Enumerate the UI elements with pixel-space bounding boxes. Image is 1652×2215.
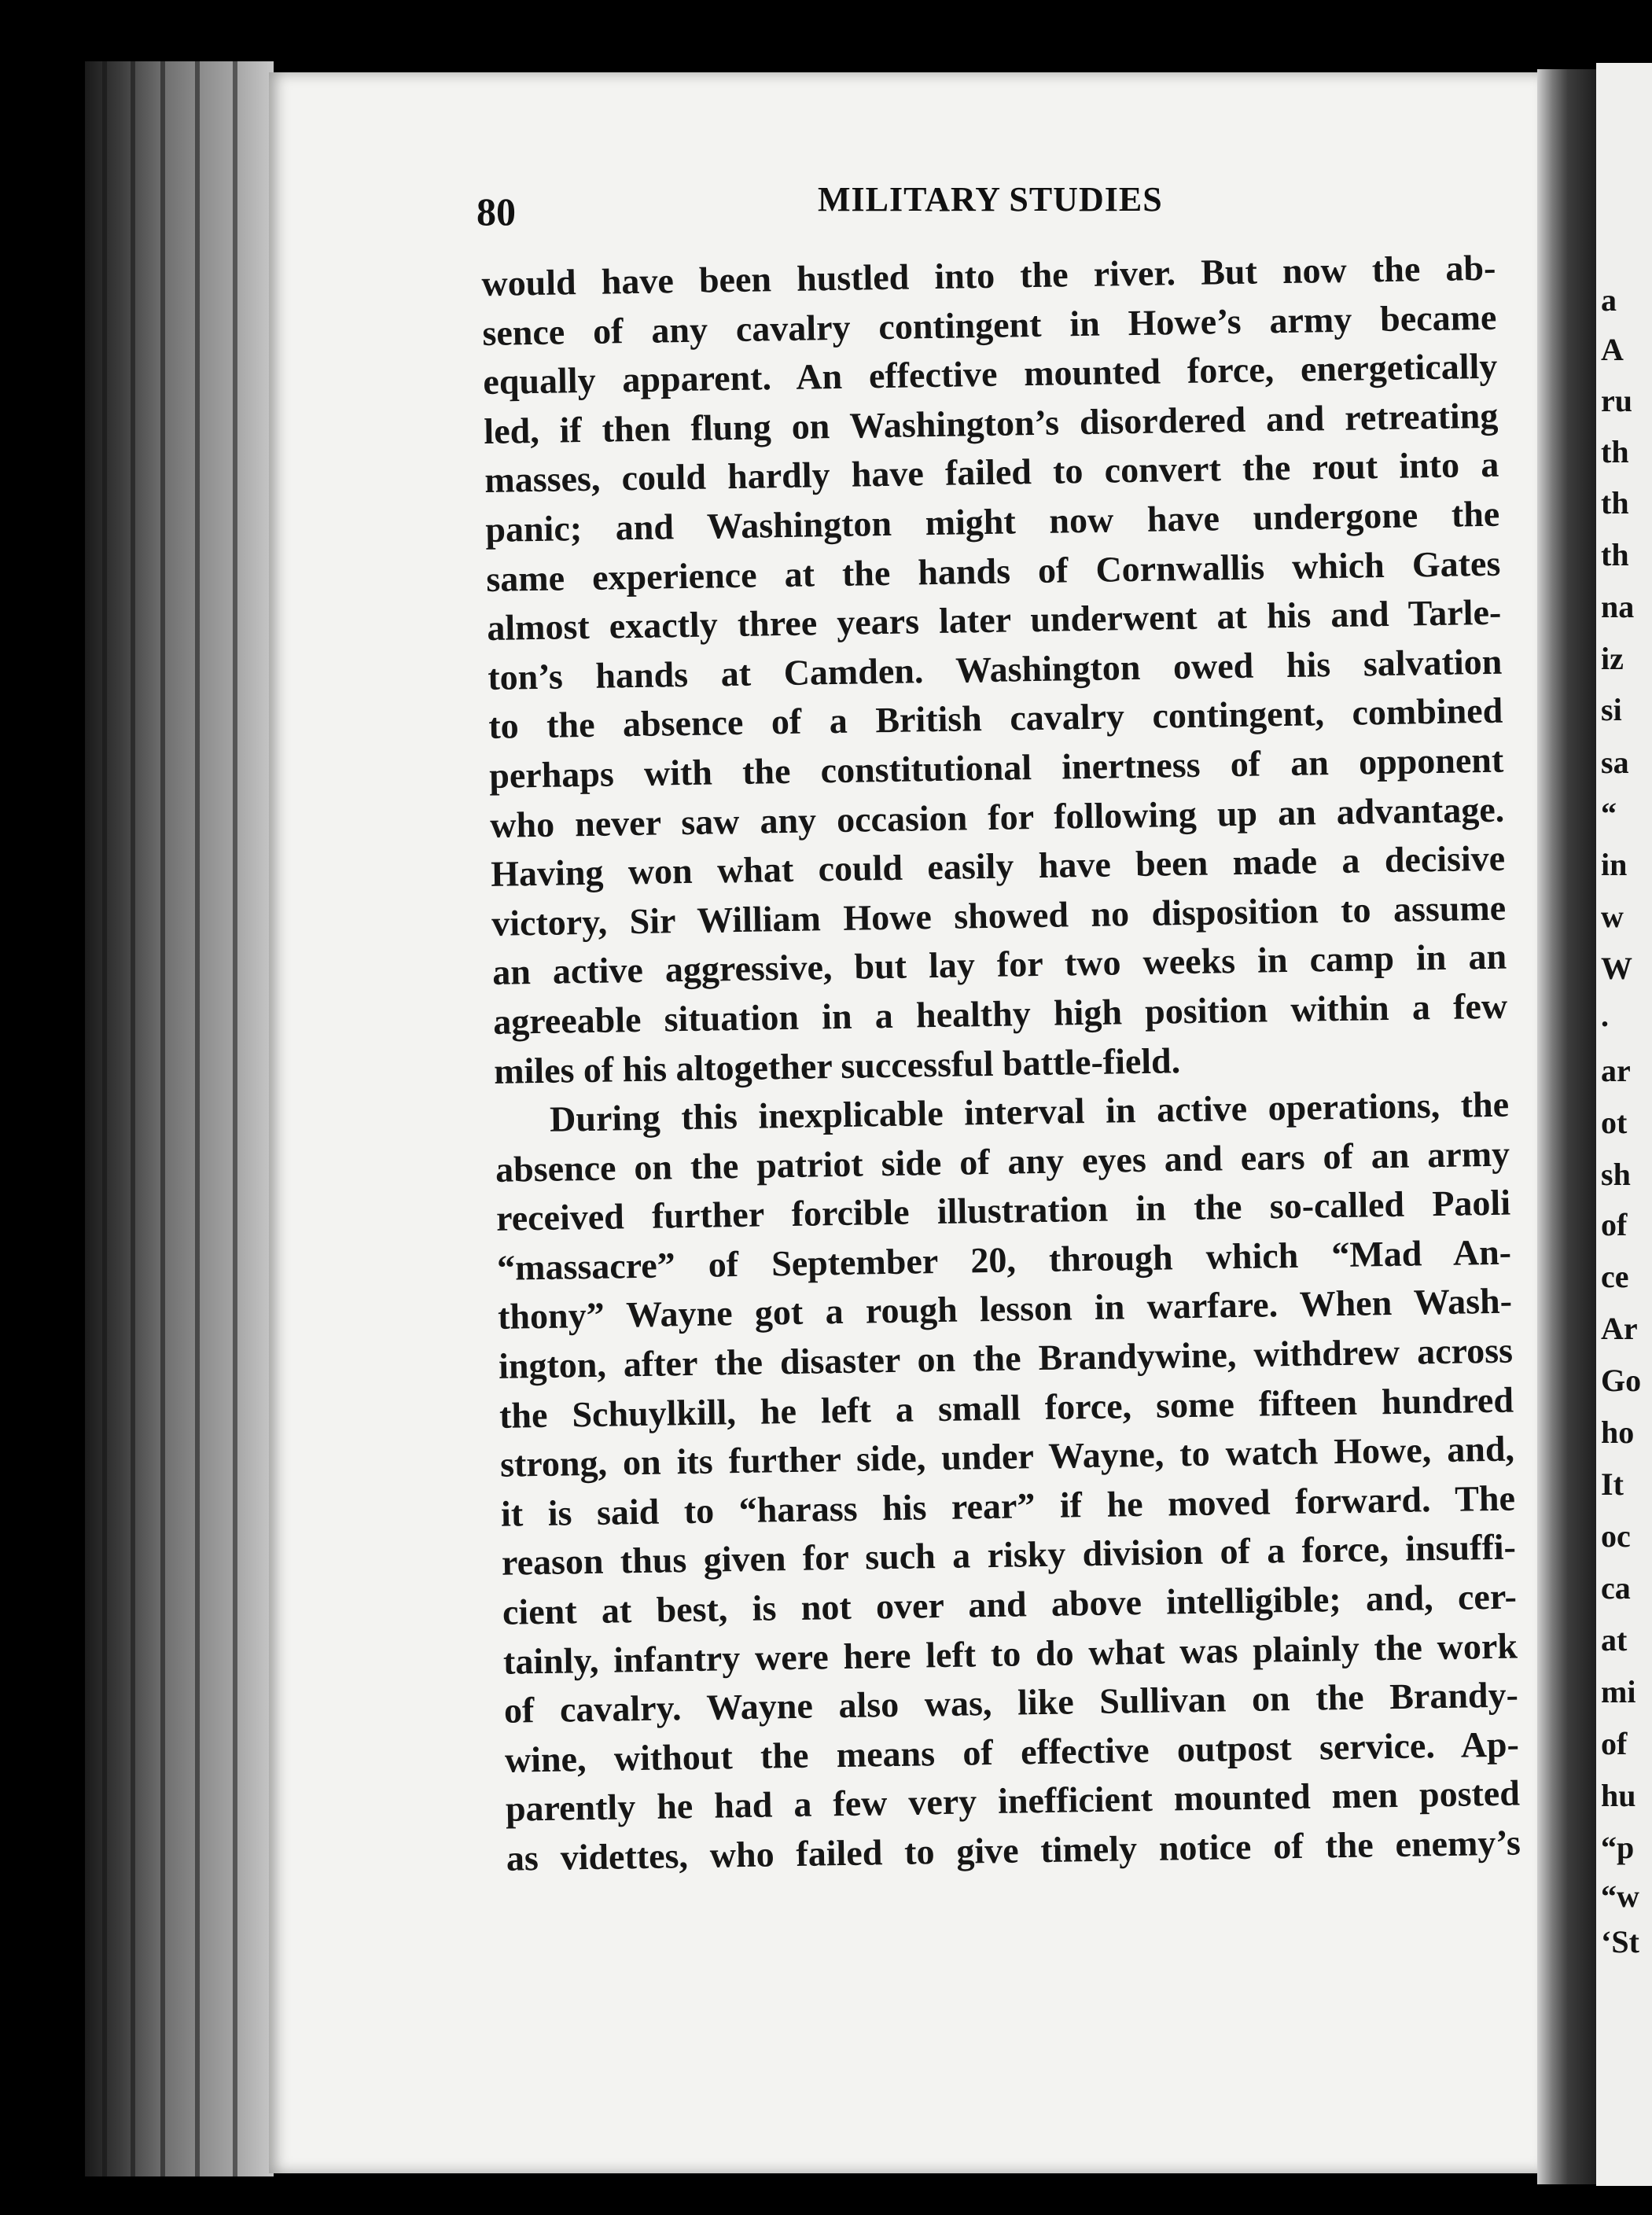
text-line: victory, Sir William Howe showed no disposition to assume <box>491 887 1507 944</box>
text-line: “massacre” of September 20, through which “Mad An- <box>496 1231 1512 1288</box>
facing-page-text: It <box>1601 1466 1624 1502</box>
facing-page-text: “ <box>1601 796 1617 831</box>
facing-page-text: ot <box>1601 1105 1628 1140</box>
text-line: received further forcible illustration in the so-called Paoli <box>495 1182 1511 1239</box>
facing-page-text: of <box>1601 1726 1628 1761</box>
text-line: agreeable situation in a healthy high position within a few <box>492 985 1508 1042</box>
facing-page-text: Go <box>1601 1363 1642 1398</box>
text-line: the Schuylkill, he left a small force, some fifteen hundred <box>499 1379 1514 1436</box>
text-line: ington, after the disaster on the Brandywine, withdrew across <box>498 1330 1514 1386</box>
facing-page-text: in <box>1601 847 1628 882</box>
facing-page-text: th <box>1601 485 1629 521</box>
text-line: ton’s hands at Camden. Washington owed his salvation <box>487 641 1503 697</box>
facing-page-text: ru <box>1601 383 1632 418</box>
running-head: MILITARY STUDIES <box>818 180 1163 219</box>
facing-page-text: ar <box>1601 1053 1631 1088</box>
text-line: Having won what could easily have been made a decisive <box>490 837 1506 895</box>
facing-page-text: ca <box>1601 1570 1631 1606</box>
text-line: as videttes, who failed to give timely notice of the enemy’s <box>506 1822 1521 1878</box>
facing-page-text: W <box>1601 951 1632 986</box>
facing-page-text: . <box>1601 998 1609 1033</box>
facing-page-text: A <box>1601 332 1624 367</box>
text-line: sence of any cavalry contingent in Howe’s army became <box>482 296 1497 353</box>
text-line: miles of his altogether successful battle-field. <box>493 1039 1181 1091</box>
facing-page-text: ce <box>1601 1259 1629 1294</box>
text-line: panic; and Washington might now have undergone the <box>484 493 1500 550</box>
book-gutter <box>1537 69 1599 2184</box>
text-line: absence on the patriot side of any eyes and ears of an army <box>495 1133 1510 1190</box>
text-line: it is said to “harass his rear” if he moved forward. The <box>500 1477 1516 1534</box>
text-line: led, if then flung on Washington’s disordered and retreating <box>484 395 1499 451</box>
text-line: would have been hustled into the river. But now the ab- <box>481 247 1496 304</box>
text-line: of cavalry. Wayne also was, like Sullivan on the Brandy- <box>503 1674 1519 1731</box>
facing-page-text: “p <box>1601 1830 1635 1865</box>
facing-page-text: oc <box>1601 1518 1631 1554</box>
facing-page-text: hu <box>1601 1778 1636 1813</box>
facing-page-text: si <box>1601 692 1622 727</box>
text-line: equally apparent. An effective mounted force, energetically <box>483 345 1498 403</box>
text-line: to the absence of a British cavalry contingent, combined <box>488 690 1503 747</box>
text-line: almost exactly three years later underwent at his and Tarle- <box>486 591 1502 649</box>
text-line: cient at best, is not over and above intelligible; and, cer- <box>502 1576 1518 1632</box>
text-line: perhaps with the constitutional inertness of an opponent <box>488 739 1504 796</box>
text-line: masses, could hardly have failed to convert the rout into a <box>484 444 1499 501</box>
text-line: tainly, infantry were here left to do what was plainly the work <box>502 1625 1518 1682</box>
page-number: 80 <box>476 189 516 234</box>
text-line: wine, without the means of effective outpost service. Ap- <box>504 1724 1520 1780</box>
facing-page-text: sh <box>1601 1157 1631 1192</box>
text-line: parently he had a few very inefficient mounted men posted <box>505 1772 1521 1830</box>
facing-page-text: iz <box>1601 641 1624 676</box>
body-text <box>481 244 1521 1884</box>
text-line: During this inexplicable interval in active operations, the <box>549 1084 1510 1139</box>
facing-page-text: th <box>1601 434 1629 469</box>
text-line: strong, on its further side, under Wayne, to watch Howe, and, <box>499 1428 1515 1485</box>
facing-page-text: w <box>1601 899 1624 934</box>
text-line: reason thus given for such a risky division of a force, insuffi- <box>501 1526 1517 1584</box>
facing-page-text: at <box>1601 1622 1628 1658</box>
facing-page-text: th <box>1601 537 1629 572</box>
facing-page-text: sa <box>1601 745 1629 780</box>
facing-page-text: na <box>1601 589 1635 624</box>
text-line: thony” Wayne got a rough lesson in warfare. When Wash- <box>497 1281 1513 1337</box>
facing-page-text: of <box>1601 1207 1628 1242</box>
facing-page-text: mi <box>1601 1674 1636 1709</box>
facing-page-fragment <box>1596 63 1652 2186</box>
facing-page-text: ‘St <box>1601 1924 1639 1959</box>
text-line: same experience at the hands of Cornwallis which Gates <box>485 543 1501 599</box>
facing-page-text: a <box>1601 282 1617 318</box>
facing-page-text: “w <box>1601 1878 1639 1914</box>
facing-page-text: ho <box>1601 1415 1635 1450</box>
facing-page-text: Ar <box>1601 1311 1638 1346</box>
text-line: an active aggressive, but lay for two weeks in camp in an <box>491 936 1507 993</box>
text-line: who never saw any occasion for following up an advantage. <box>489 789 1505 845</box>
book-page-edges <box>85 61 274 2176</box>
